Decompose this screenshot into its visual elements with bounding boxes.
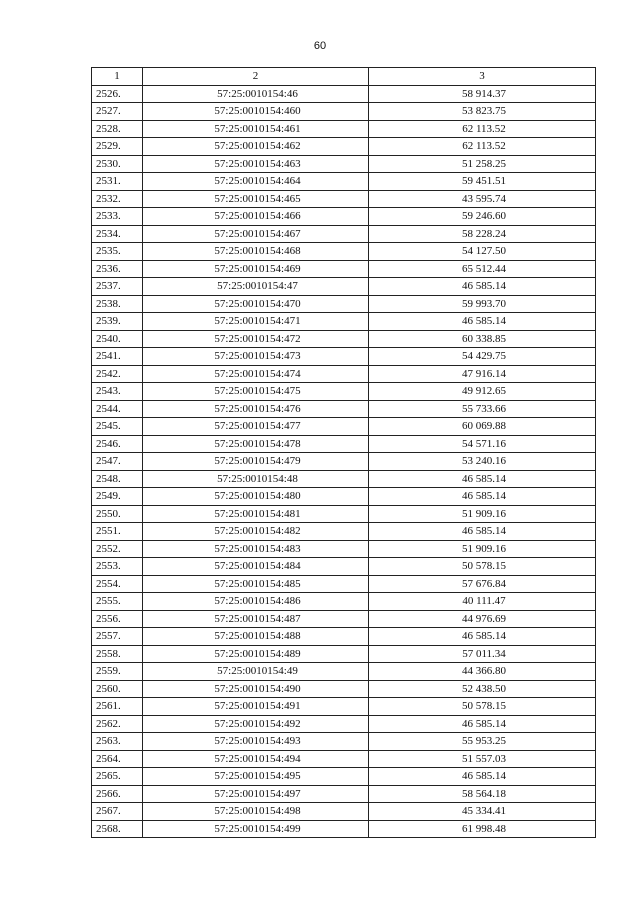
cadastral-value: 51 909.16 <box>369 505 596 523</box>
row-number: 2541. <box>92 348 143 366</box>
cadastral-number: 57:25:0010154:474 <box>143 365 369 383</box>
table-row <box>92 418 596 436</box>
cadastral-number: 57:25:0010154:461 <box>143 120 369 138</box>
cadastral-number: 57:25:0010154:487 <box>143 610 369 628</box>
cadastral-number: 57:25:0010154:482 <box>143 523 369 541</box>
row-number: 2532. <box>92 190 143 208</box>
cadastral-number: 57:25:0010154:463 <box>143 155 369 173</box>
row-number: 2530. <box>92 155 143 173</box>
row-number: 2566. <box>92 785 143 803</box>
cadastral-value: 50 578.15 <box>369 558 596 576</box>
row-number: 2567. <box>92 803 143 821</box>
table-row <box>92 820 596 838</box>
table-row <box>92 208 596 226</box>
cadastral-value: 46 585.14 <box>369 470 596 488</box>
table-row <box>92 645 596 663</box>
cadastral-number: 57:25:0010154:48 <box>143 470 369 488</box>
table-row <box>92 155 596 173</box>
cadastral-number: 57:25:0010154:476 <box>143 400 369 418</box>
table-row <box>92 785 596 803</box>
table-row <box>92 540 596 558</box>
table-row <box>92 750 596 768</box>
cadastral-value: 46 585.14 <box>369 523 596 541</box>
table-row <box>92 575 596 593</box>
row-number: 2560. <box>92 680 143 698</box>
row-number: 2547. <box>92 453 143 471</box>
table-row <box>92 453 596 471</box>
table-row <box>92 243 596 261</box>
cadastral-number: 57:25:0010154:466 <box>143 208 369 226</box>
row-number: 2535. <box>92 243 143 261</box>
cadastral-number: 57:25:0010154:468 <box>143 243 369 261</box>
cadastral-value: 46 585.14 <box>369 768 596 786</box>
cadastral-number: 57:25:0010154:465 <box>143 190 369 208</box>
table-row <box>92 85 596 103</box>
cadastral-number: 57:25:0010154:470 <box>143 295 369 313</box>
table-row <box>92 400 596 418</box>
cadastral-value: 46 585.14 <box>369 313 596 331</box>
row-number: 2536. <box>92 260 143 278</box>
cadastral-number: 57:25:0010154:475 <box>143 383 369 401</box>
row-number: 2552. <box>92 540 143 558</box>
table-row <box>92 330 596 348</box>
cadastral-number: 57:25:0010154:464 <box>143 173 369 191</box>
table-row <box>92 173 596 191</box>
cadastral-value: 44 366.80 <box>369 663 596 681</box>
cadastral-value: 57 011.34 <box>369 645 596 663</box>
row-number: 2549. <box>92 488 143 506</box>
cadastral-number: 57:25:0010154:480 <box>143 488 369 506</box>
cadastral-value: 51 909.16 <box>369 540 596 558</box>
table-row <box>92 365 596 383</box>
table-row <box>92 103 596 121</box>
row-number: 2553. <box>92 558 143 576</box>
table-row <box>92 768 596 786</box>
cadastral-value: 53 823.75 <box>369 103 596 121</box>
cadastral-value: 46 585.14 <box>369 278 596 296</box>
table-row <box>92 138 596 156</box>
row-number: 2527. <box>92 103 143 121</box>
cadastral-value: 54 429.75 <box>369 348 596 366</box>
row-number: 2568. <box>92 820 143 838</box>
row-number: 2528. <box>92 120 143 138</box>
cadastral-value: 46 585.14 <box>369 628 596 646</box>
row-number: 2564. <box>92 750 143 768</box>
cadastral-number: 57:25:0010154:47 <box>143 278 369 296</box>
row-number: 2533. <box>92 208 143 226</box>
table-row <box>92 435 596 453</box>
cadastral-number: 57:25:0010154:490 <box>143 680 369 698</box>
cadastral-number: 57:25:0010154:479 <box>143 453 369 471</box>
cadastral-value: 62 113.52 <box>369 120 596 138</box>
cadastral-value: 45 334.41 <box>369 803 596 821</box>
table-row <box>92 260 596 278</box>
column-header-2: 2 <box>143 68 369 86</box>
cadastral-value: 40 111.47 <box>369 593 596 611</box>
row-number: 2540. <box>92 330 143 348</box>
cadastral-number: 57:25:0010154:467 <box>143 225 369 243</box>
cadastral-number: 57:25:0010154:485 <box>143 575 369 593</box>
row-number: 2556. <box>92 610 143 628</box>
cadastral-number: 57:25:0010154:495 <box>143 768 369 786</box>
row-number: 2550. <box>92 505 143 523</box>
row-number: 2554. <box>92 575 143 593</box>
cadastral-value: 53 240.16 <box>369 453 596 471</box>
table-row <box>92 488 596 506</box>
row-number: 2545. <box>92 418 143 436</box>
cadastral-number: 57:25:0010154:460 <box>143 103 369 121</box>
cadastral-value: 54 571.16 <box>369 435 596 453</box>
row-number: 2546. <box>92 435 143 453</box>
table-row <box>92 593 596 611</box>
cadastral-value: 58 564.18 <box>369 785 596 803</box>
cadastral-value-table <box>91 67 596 838</box>
table-row <box>92 558 596 576</box>
table-body <box>92 85 596 838</box>
table-header-row <box>92 68 596 86</box>
cadastral-value: 59 451.51 <box>369 173 596 191</box>
row-number: 2539. <box>92 313 143 331</box>
row-number: 2544. <box>92 400 143 418</box>
cadastral-value: 58 914.37 <box>369 85 596 103</box>
cadastral-number: 57:25:0010154:471 <box>143 313 369 331</box>
column-header-1: 1 <box>92 68 143 86</box>
table-row <box>92 505 596 523</box>
table-row <box>92 715 596 733</box>
cadastral-value: 46 585.14 <box>369 715 596 733</box>
row-number: 2561. <box>92 698 143 716</box>
table-row <box>92 803 596 821</box>
row-number: 2563. <box>92 733 143 751</box>
page-number: 60 <box>313 40 327 52</box>
cadastral-value: 62 113.52 <box>369 138 596 156</box>
cadastral-value: 61 998.48 <box>369 820 596 838</box>
cadastral-number: 57:25:0010154:489 <box>143 645 369 663</box>
row-number: 2543. <box>92 383 143 401</box>
cadastral-value: 49 912.65 <box>369 383 596 401</box>
cadastral-number: 57:25:0010154:499 <box>143 820 369 838</box>
row-number: 2538. <box>92 295 143 313</box>
row-number: 2558. <box>92 645 143 663</box>
cadastral-value: 59 993.70 <box>369 295 596 313</box>
cadastral-number: 57:25:0010154:494 <box>143 750 369 768</box>
cadastral-number: 57:25:0010154:486 <box>143 593 369 611</box>
table-row <box>92 680 596 698</box>
table-row <box>92 470 596 488</box>
cadastral-number: 57:25:0010154:472 <box>143 330 369 348</box>
table-row <box>92 523 596 541</box>
row-number: 2529. <box>92 138 143 156</box>
table-row <box>92 278 596 296</box>
row-number: 2534. <box>92 225 143 243</box>
cadastral-number: 57:25:0010154:49 <box>143 663 369 681</box>
cadastral-number: 57:25:0010154:478 <box>143 435 369 453</box>
cadastral-number: 57:25:0010154:469 <box>143 260 369 278</box>
cadastral-number: 57:25:0010154:481 <box>143 505 369 523</box>
row-number: 2542. <box>92 365 143 383</box>
table-row <box>92 225 596 243</box>
cadastral-value: 60 069.88 <box>369 418 596 436</box>
cadastral-value: 52 438.50 <box>369 680 596 698</box>
cadastral-number: 57:25:0010154:477 <box>143 418 369 436</box>
cadastral-value: 55 953.25 <box>369 733 596 751</box>
cadastral-number: 57:25:0010154:498 <box>143 803 369 821</box>
table-row <box>92 628 596 646</box>
table-row <box>92 348 596 366</box>
cadastral-value: 51 557.03 <box>369 750 596 768</box>
row-number: 2557. <box>92 628 143 646</box>
cadastral-value: 60 338.85 <box>369 330 596 348</box>
cadastral-number: 57:25:0010154:483 <box>143 540 369 558</box>
cadastral-value: 44 976.69 <box>369 610 596 628</box>
cadastral-value: 51 258.25 <box>369 155 596 173</box>
cadastral-number: 57:25:0010154:473 <box>143 348 369 366</box>
cadastral-number: 57:25:0010154:497 <box>143 785 369 803</box>
cadastral-value: 58 228.24 <box>369 225 596 243</box>
cadastral-number: 57:25:0010154:46 <box>143 85 369 103</box>
row-number: 2555. <box>92 593 143 611</box>
cadastral-value: 46 585.14 <box>369 488 596 506</box>
row-number: 2562. <box>92 715 143 733</box>
cadastral-number: 57:25:0010154:492 <box>143 715 369 733</box>
table-row <box>92 295 596 313</box>
table-row <box>92 663 596 681</box>
cadastral-value: 59 246.60 <box>369 208 596 226</box>
table-row <box>92 698 596 716</box>
cadastral-number: 57:25:0010154:462 <box>143 138 369 156</box>
cadastral-value: 50 578.15 <box>369 698 596 716</box>
cadastral-value: 57 676.84 <box>369 575 596 593</box>
row-number: 2537. <box>92 278 143 296</box>
cadastral-value: 65 512.44 <box>369 260 596 278</box>
cadastral-number: 57:25:0010154:488 <box>143 628 369 646</box>
cadastral-value: 43 595.74 <box>369 190 596 208</box>
table-row <box>92 383 596 401</box>
row-number: 2548. <box>92 470 143 488</box>
cadastral-number: 57:25:0010154:484 <box>143 558 369 576</box>
table-row <box>92 610 596 628</box>
cadastral-value: 55 733.66 <box>369 400 596 418</box>
cadastral-value: 54 127.50 <box>369 243 596 261</box>
table-row <box>92 190 596 208</box>
table-row <box>92 733 596 751</box>
cadastral-number: 57:25:0010154:493 <box>143 733 369 751</box>
row-number: 2531. <box>92 173 143 191</box>
row-number: 2565. <box>92 768 143 786</box>
cadastral-number: 57:25:0010154:491 <box>143 698 369 716</box>
row-number: 2559. <box>92 663 143 681</box>
cadastral-value: 47 916.14 <box>369 365 596 383</box>
column-header-3: 3 <box>369 68 596 86</box>
table-row <box>92 120 596 138</box>
table-row <box>92 313 596 331</box>
row-number: 2526. <box>92 85 143 103</box>
row-number: 2551. <box>92 523 143 541</box>
